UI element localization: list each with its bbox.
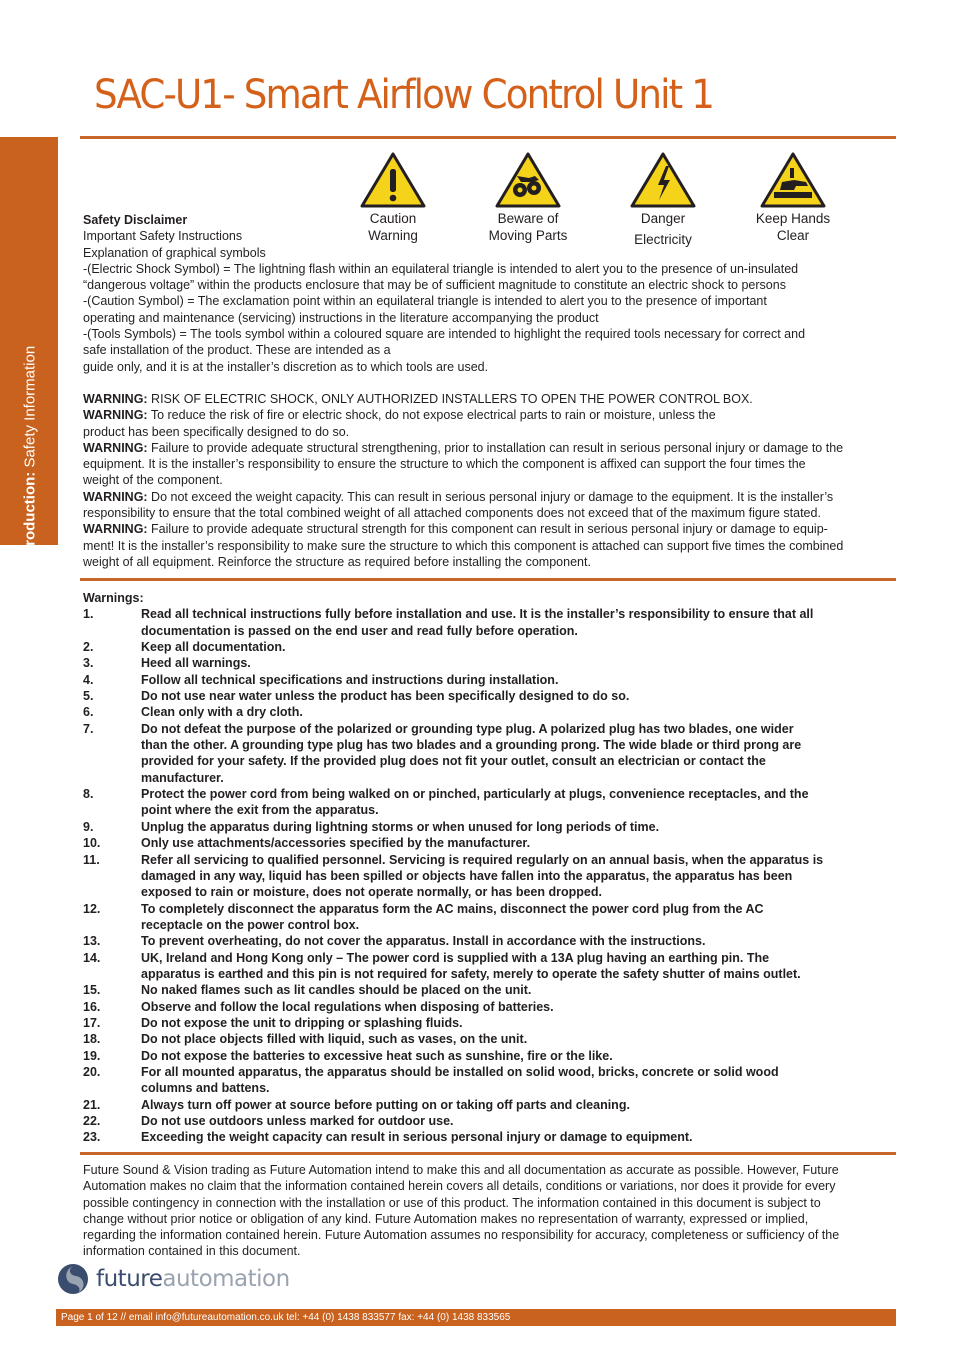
company-logo [56, 1262, 290, 1296]
item-text [141, 1113, 454, 1129]
warning-continuation: ment! It is the installer’s responsibility to make sure the structure to which this component is attached can support five times the combined [83, 538, 844, 553]
item-line: Clean only with a dry cloth. [141, 705, 303, 720]
item-number: 8. [83, 787, 94, 802]
legal-disclaimer [83, 1162, 839, 1260]
item-text [141, 704, 303, 720]
item-line: No naked flames such as lit candles should be placed on the unit. [141, 983, 532, 998]
item-number: 11. [83, 852, 100, 867]
item-number: 12. [83, 901, 101, 916]
legal-line: Automation makes no claim that the information contained herein covers all details, conditions or variations, nor does it provide for every [83, 1179, 836, 1194]
warning-paragraph: WARNING: Failure to provide adequate structural strengthening, prior to installation can result in serious personal injury or damage to the [83, 440, 844, 455]
item-number: 5. [83, 689, 94, 704]
legal-line: change without prior notice or obligation of any kind. Future Automation makes no representation of warranty, expressed or implied, [83, 1211, 809, 1226]
warning-list-item [83, 704, 823, 720]
legal-line: information contained in this document. [83, 1244, 301, 1259]
warning-continuation: weight of the component. [83, 473, 223, 488]
warning-paragraphs [83, 391, 843, 570]
warning-paragraph: WARNING: Do not exceed the weight capacity. This can result in serious personal injury or damage to the equipment. It is the installer’s [83, 489, 834, 504]
item-line: For all mounted apparatus, the apparatus should be installed on solid wood, bricks, concrete or solid wood [141, 1064, 779, 1079]
item-line: point where the exit from the apparatus. [141, 803, 379, 818]
document-title: SAC-U1- Smart Airflow Control Unit 1 [94, 72, 714, 118]
item-line: Always turn off power at source before putting on or taking off parts and cleaning. [141, 1097, 630, 1112]
disclaimer-heading: Safety Disclaimer [83, 213, 188, 227]
item-line: provided for your safety. If the provided plug does not fit your outlet, consult an electrician or contact the [141, 754, 766, 769]
item-line: apparatus is earthed and this pin is not required for safety, merely to operate the safety shutter of mains outlet. [141, 966, 801, 981]
item-line: than the other. A grounding type plug has two blades and a grounding prong. The wide blade or third prong are [141, 738, 802, 753]
item-line: Do not use near water unless the product has been specifically designed to do so. [141, 689, 630, 704]
warning-list-item [83, 1048, 823, 1064]
warning-list-item [83, 721, 823, 786]
item-text [141, 688, 629, 704]
section-divider [80, 578, 896, 581]
disclaimer-line: -(Electric Shock Symbol) = The lightning flash within an equilateral triangle is intended to alert you to the presence of un-insulated [83, 261, 799, 276]
warning-list-item [83, 835, 823, 851]
item-text [141, 1097, 630, 1113]
item-text [141, 852, 823, 901]
item-line: To completely disconnect the apparatus form the AC mains, disconnect the power cord plug from the AC [141, 901, 764, 916]
warning-list-item [83, 1015, 823, 1031]
logo-wordmark: futureautomation [96, 1266, 290, 1292]
logo-swirl-icon [56, 1262, 90, 1296]
warning-paragraph: WARNING: To reduce the risk of fire or electric shock, do not expose electrical parts to rain or moisture, unless the [83, 408, 716, 423]
item-text [141, 1048, 613, 1064]
item-number: 19. [83, 1048, 101, 1063]
disclaimer-line: Important Safety Instructions [83, 229, 243, 244]
item-number: 2. [83, 640, 94, 655]
item-text [141, 655, 251, 671]
item-number: 4. [83, 672, 94, 687]
item-line: Keep all documentation. [141, 640, 286, 655]
contact-bar: Page 1 of 12 // email info@futureautomation.co.uk tel: +44 (0) 1438 833577 fax: +44 (0) 1438 833565 [56, 1309, 896, 1326]
item-text [141, 606, 813, 639]
warning-continuation: weight of all equipment. Reinforce the structure as required before installing the component. [83, 554, 591, 569]
item-line: exposed to rain or moisture, does not operate normally, or has been dropped. [141, 885, 602, 900]
warning-continuation: product has been specifically designed to do so. [83, 424, 350, 439]
item-text [141, 1129, 693, 1145]
caution-exclamation-icon [360, 152, 426, 208]
item-text [141, 639, 285, 655]
item-number: 17. [83, 1015, 101, 1030]
item-line: receptacle on the power control box. [141, 917, 360, 932]
safety-disclaimer [83, 212, 805, 375]
warning-list-item [83, 639, 823, 655]
item-number: 6. [83, 705, 94, 720]
warning-list-item [83, 786, 823, 819]
warnings-heading: Warnings: [83, 591, 144, 605]
item-line: To prevent overheating, do not cover the apparatus. Install in accordance with the instructions. [141, 934, 706, 949]
item-line: Exceeding the weight capacity can result in serious personal injury or damage to equipment. [141, 1130, 693, 1145]
item-line: damaged in any way, liquid has been spilled or objects have fallen into the apparatus, the apparatus has been [141, 868, 793, 883]
disclaimer-line: -(Caution Symbol) = The exclamation point within an equilateral triangle is intended to alert you to the presence of important [83, 294, 767, 309]
item-number: 21. [83, 1097, 101, 1112]
warning-list-item [83, 1113, 823, 1129]
disclaimer-line: operating and maintenance (servicing) instructions in the literature accompanying the product [83, 310, 599, 325]
item-line: Do not use outdoors unless marked for outdoor use. [141, 1114, 454, 1128]
item-line: documentation is passed on the end user and read fully before operation. [141, 623, 578, 638]
item-text [141, 999, 554, 1015]
item-line: Do not expose the batteries to excessive heat such as sunshine, fire or the like. [141, 1048, 613, 1063]
item-text [141, 1031, 527, 1047]
item-number: 18. [83, 1032, 101, 1047]
warning-list-item [83, 1129, 823, 1145]
legal-line: possible contingency in connection with the installation or use of this product. The information contained in this document is subject to [83, 1195, 821, 1210]
moving-parts-icon [495, 152, 561, 208]
item-text [141, 835, 530, 851]
item-line: UK, Ireland and Hong Kong only – The power cord is supplied with a 13A plug having an earthing pin. The [141, 950, 770, 965]
item-line: Observe and follow the local regulations when disposing of batteries. [141, 999, 554, 1014]
warning-list-item [83, 933, 823, 949]
item-line: Only use attachments/accessories specified by the manufacturer. [141, 836, 531, 851]
warnings-list [83, 590, 823, 1146]
item-line: Do not defeat the purpose of the polarized or grounding type plug. A polarized plug has two blades, one wider [141, 721, 794, 736]
item-line: Read all technical instructions fully before installation and use. It is the installer’s responsibility to ensure that all [141, 607, 814, 622]
warning-list-item [83, 999, 823, 1015]
item-number: 22. [83, 1114, 101, 1128]
item-number: 13. [83, 934, 101, 949]
item-text [141, 933, 705, 949]
item-line: Protect the power cord from being walked on or pinched, particularly at plugs, convenience receptacles, and the [141, 787, 809, 802]
item-line: Do not expose the unit to dripping or splashing fluids. [141, 1015, 463, 1030]
item-line: Do not place objects filled with liquid, such as vases, on the unit. [141, 1032, 528, 1047]
item-number: 1. [83, 607, 94, 622]
disclaimer-line: “dangerous voltage” within the products enclosure that may be of sufficient magnitude to constitute an electric shock to persons [83, 278, 786, 293]
warning-list-item [83, 1031, 823, 1047]
legal-line: Future Sound & Vision trading as Future Automation intend to make this and all documentation as accurate as possible. However, Future [83, 1163, 839, 1177]
warning-list-item [83, 1064, 823, 1097]
item-number: 9. [83, 819, 94, 834]
item-text [141, 1015, 463, 1031]
warning-list-item [83, 606, 823, 639]
item-number: 3. [83, 656, 94, 671]
electricity-icon [630, 152, 696, 208]
disclaimer-line: safe installation of the product. These are intended as a [83, 343, 391, 358]
warning-list-item [83, 901, 823, 934]
section-label: Introduction: Safety Information [21, 345, 39, 565]
item-number: 7. [83, 721, 94, 736]
warning-continuation: equipment. It is the installer’s responsibility to ensure the structure to which the component is affixed can support the four times the [83, 457, 806, 472]
item-text [141, 819, 659, 835]
disclaimer-line: -(Tools Symbols) = The tools symbol within a coloured square are intended to highlight the required tools necessary for correct and [83, 327, 806, 342]
warning-list-item [83, 655, 823, 671]
item-line: Refer all servicing to qualified personnel. Servicing is required regularly on an annual basis, when the apparatus is [141, 852, 824, 867]
section-divider [80, 1152, 896, 1155]
item-text [141, 950, 801, 983]
item-number: 23. [83, 1130, 101, 1145]
item-number: 20. [83, 1064, 101, 1079]
warning-list-item [83, 688, 823, 704]
warning-list-item [83, 672, 823, 688]
warning-list-item [83, 950, 823, 983]
symbol-label: Beware of Moving Parts [488, 211, 568, 243]
warning-list-item [83, 819, 823, 835]
item-line: Heed all warnings. [141, 656, 251, 671]
symbol-label: Keep Hands Clear [755, 211, 831, 243]
warning-paragraph: WARNING: RISK OF ELECTRIC SHOCK, ONLY AUTHORIZED INSTALLERS TO OPEN THE POWER CONTROL BOX. [83, 392, 753, 406]
item-text [141, 721, 801, 786]
legal-line: regarding the information contained herein. Future Automation assumes no responsibility for accuracy, completeness or sufficiency of the [83, 1228, 840, 1243]
item-text [141, 1064, 779, 1097]
item-number: 15. [83, 983, 101, 998]
symbol-label: Danger Electricity [634, 211, 692, 247]
title-divider [80, 136, 896, 139]
item-number: 10. [83, 836, 101, 851]
warning-list-item [83, 982, 823, 998]
item-line: Follow all technical specifications and instructions during installation. [141, 672, 559, 687]
warning-list-item [83, 1097, 823, 1113]
disclaimer-line: guide only, and it is at the installer’s discretion as to which tools are used. [83, 359, 489, 374]
symbol-label: Caution Warning [368, 211, 418, 243]
item-text [141, 901, 764, 934]
disclaimer-line: Explanation of graphical symbols [83, 245, 266, 260]
item-text [141, 672, 558, 688]
warning-continuation: responsibility to ensure that the total combined weight of all attached components does not exceed that of the maximum figure stated. [83, 506, 821, 521]
item-text [141, 786, 809, 819]
item-text [141, 982, 531, 998]
item-line: columns and battens. [141, 1081, 270, 1096]
item-number: 14. [83, 950, 101, 965]
warning-list-item [83, 852, 823, 901]
warning-paragraph: WARNING: Failure to provide adequate structural strength for this component can result in serious personal injury or damage to equip- [83, 522, 828, 537]
item-line: Unplug the apparatus during lightning storms or when unused for long periods of time. [141, 819, 660, 834]
item-line: manufacturer. [141, 770, 224, 785]
item-number: 16. [83, 999, 101, 1014]
section-side-tab [0, 137, 58, 565]
keep-hands-clear-icon [760, 152, 826, 208]
